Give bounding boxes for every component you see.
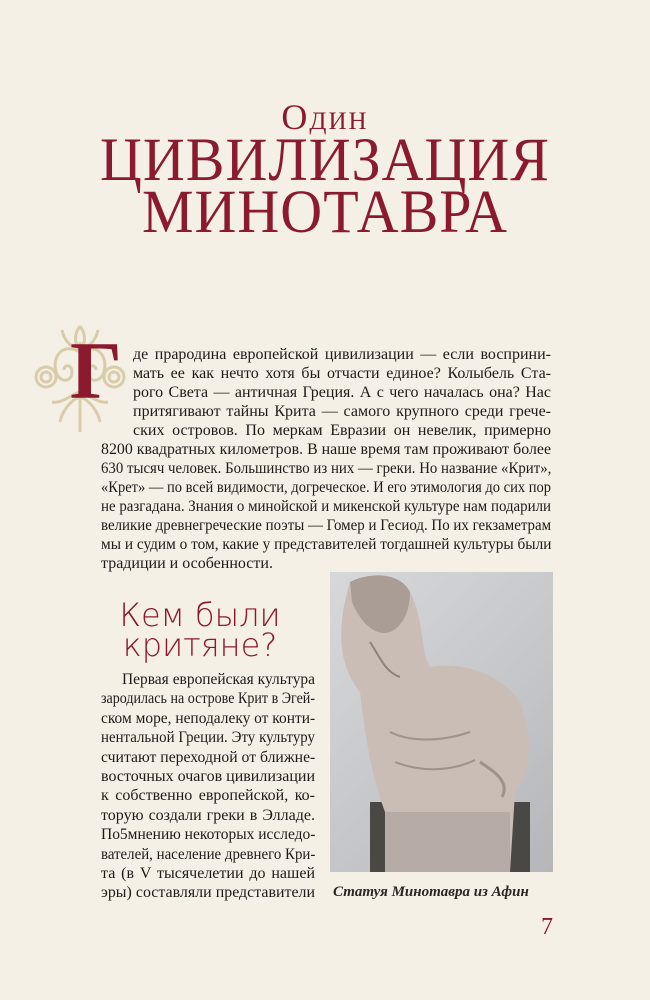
text-line: мы и судим о том, какие у представителей тогдашней культуры были — [101, 536, 552, 553]
text-line: зародилась на острове Крит в Эгей- — [101, 690, 315, 707]
text-line: не разгадана. Знания о минойской и микенской культуре нам подарили — [101, 498, 552, 515]
section-heading-line: критяне? — [122, 626, 278, 664]
text-line: торую создали греки в Элладе. — [101, 807, 315, 824]
minotaur-statue-photo — [330, 572, 553, 872]
text-line: мать ее как нечто хотя бы отчасти единое? Колыбель Ста- — [133, 365, 551, 382]
drop-cap: Г — [70, 325, 123, 416]
text-line: притягивают тайны Крита — самого крупного среди грече- — [133, 403, 551, 420]
text-line: эры) составляли представители — [101, 884, 315, 901]
text-line: «Крет» — по всей видимости, догреческое. И его этимология до сих пор — [101, 479, 552, 496]
section-heading-line: Кем были — [119, 596, 281, 634]
text-line: де прародина европейской цивилизации — если восприни- — [133, 346, 551, 363]
text-line: 630 тысяч человек. Большинство из них — греки. Но название «Крит», — [101, 460, 552, 477]
text-line: рого Света — античная Греция. А с чего началась она? Нас — [133, 384, 551, 401]
text-line: традиции и особенности. — [101, 555, 273, 572]
chapter-number: Один — [281, 97, 369, 137]
page-number: 7 — [541, 914, 553, 940]
text-line: к собственно европейской, ко- — [101, 787, 315, 804]
text-line: ских островов. По меркам Евразии он невелик, примерно — [133, 422, 551, 439]
section-heading — [110, 596, 290, 664]
text-line: 8200 квадратных километров. В наше время там проживают более — [101, 441, 552, 458]
text-line: великие древнегреческие поэты — Гомер и Гесиод. По их гекзаметрам — [101, 517, 552, 534]
photo-caption: Статуя Минотавра из Афин — [333, 884, 529, 900]
text-line: восточных очагов цивилизации — [101, 768, 316, 785]
text-line: ском море, неподалеку от конти- — [101, 710, 316, 727]
text-line: нентальной Греции. Эту культуру — [101, 729, 315, 746]
chapter-title-line-1: ЦИВИЛИЗАЦИЯ — [100, 125, 550, 194]
text-line: По5мнению некоторых исследо- — [101, 826, 316, 843]
text-line: вателей, население древнего Кри- — [101, 846, 316, 863]
chapter-title-line-2: МИНОТАВРА — [141, 177, 509, 246]
text-line: та (в V тысячелетии до нашей — [101, 865, 315, 882]
text-line: Первая европейская культура — [122, 671, 315, 688]
text-line: считают переходной от ближне- — [101, 749, 316, 766]
